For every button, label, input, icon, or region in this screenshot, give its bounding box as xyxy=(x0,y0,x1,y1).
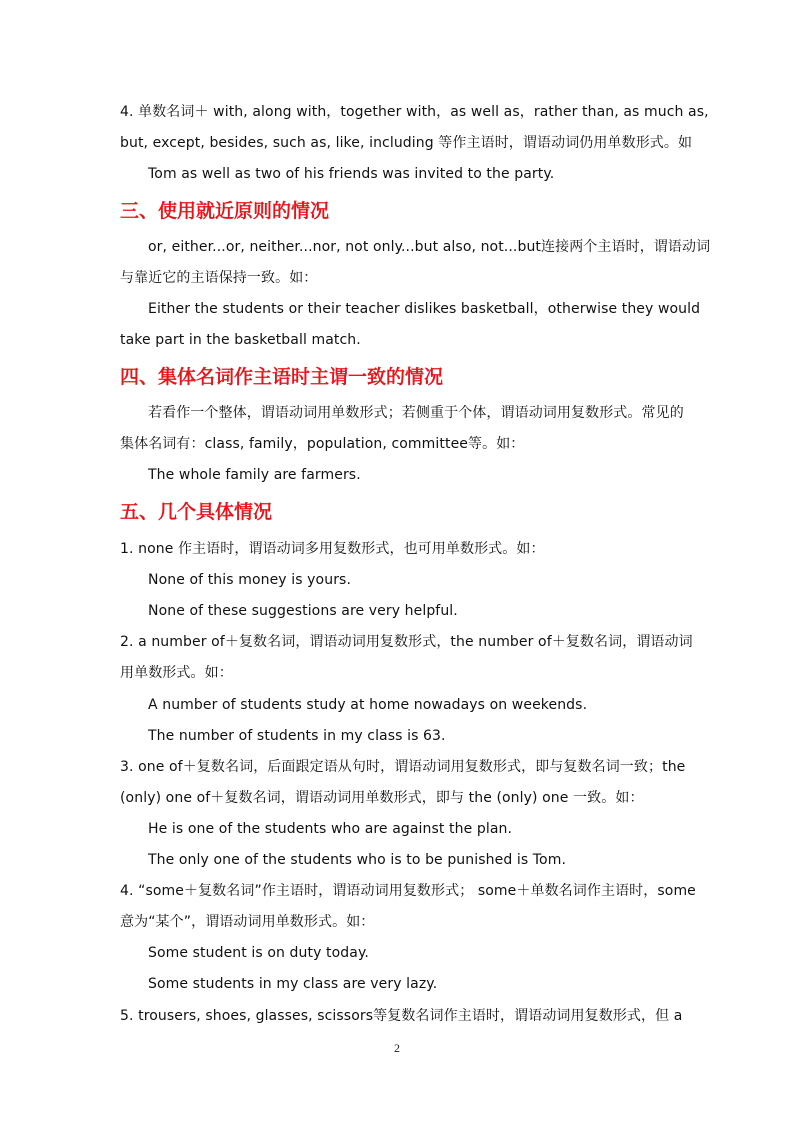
item-1-line: 1. none 作主语时，谓语动词多用复数形式，也可用单数形式。如： xyxy=(120,541,545,557)
item-3-line-1: 3. one of＋复数名词，后面跟定语从句时，谓语动词用复数形式，即与复数名词一致；the xyxy=(120,759,686,775)
section-3-example-line-1: Either the students or their teacher dislikes basketball，otherwise they would xyxy=(148,301,701,317)
section-3-heading: 三、使用就近原则的情况 xyxy=(120,200,330,222)
item-2-line-1: 2. a number of＋复数名词，谓语动词用复数形式，the number of＋复数名词，谓语动词 xyxy=(120,634,693,650)
section-4-line-1: 若看作一个整体，谓语动词用单数形式；若侧重于个体，谓语动词用复数形式。常见的 xyxy=(148,405,684,421)
item-1-example-2: None of these suggestions are very helpful. xyxy=(148,603,458,619)
section-3-line-1: or, either...or, neither...nor, not only...but also, not...but连接两个主语时，谓语动词 xyxy=(148,239,711,255)
section-4-example: The whole family are farmers. xyxy=(148,467,361,483)
rule-4-example: Tom as well as two of his friends was invited to the party. xyxy=(148,166,555,182)
item-2-example-2: The number of students in my class is 63. xyxy=(148,728,446,744)
section-3-example-line-2: take part in the basketball match. xyxy=(120,332,361,348)
section-5-heading: 五、几个具体情况 xyxy=(120,501,273,523)
page-number: 2 xyxy=(394,1041,400,1055)
item-3-line-2: (only) one of＋复数名词，谓语动词用单数形式，即与 the (only) one 一致。如： xyxy=(120,790,644,806)
item-3-example-2: The only one of the students who is to be punished is Tom. xyxy=(148,852,567,868)
item-3-example-1: He is one of the students who are against the plan. xyxy=(148,821,513,837)
item-4-example-2: Some students in my class are very lazy. xyxy=(148,976,438,992)
item-4-line-2: 意为“某个”，谓语动词用单数形式。如： xyxy=(120,914,375,930)
section-3-line-2: 与靠近它的主语保持一致。如： xyxy=(120,270,318,286)
section-4-line-2: 集体名词有：class, family，population, committee等。如： xyxy=(120,436,525,452)
section-4-heading: 四、集体名词作主语时主谓一致的情况 xyxy=(120,366,444,388)
item-4-line-1: 4. “some＋复数名词”作主语时，谓语动词用复数形式； some＋单数名词作主语时，some xyxy=(120,883,696,899)
item-1-example-1: None of this money is yours. xyxy=(148,572,351,588)
rule-4-line-1: 4. 单数名词＋ with, along with，together with，as well as，rather than, as much as, xyxy=(120,104,709,120)
item-2-line-2: 用单数形式。如： xyxy=(120,665,233,681)
rule-4-line-2: but, except, besides, such as, like, including 等作主语时，谓语动词仍用单数形式。如 xyxy=(120,135,693,151)
item-5-line-1: 5. trousers, shoes, glasses, scissors等复数名词作主语时，谓语动词用复数形式，但 a xyxy=(120,1008,683,1024)
item-2-example-1: A number of students study at home nowadays on weekends. xyxy=(148,697,588,713)
item-4-example-1: Some student is on duty today. xyxy=(148,945,369,961)
